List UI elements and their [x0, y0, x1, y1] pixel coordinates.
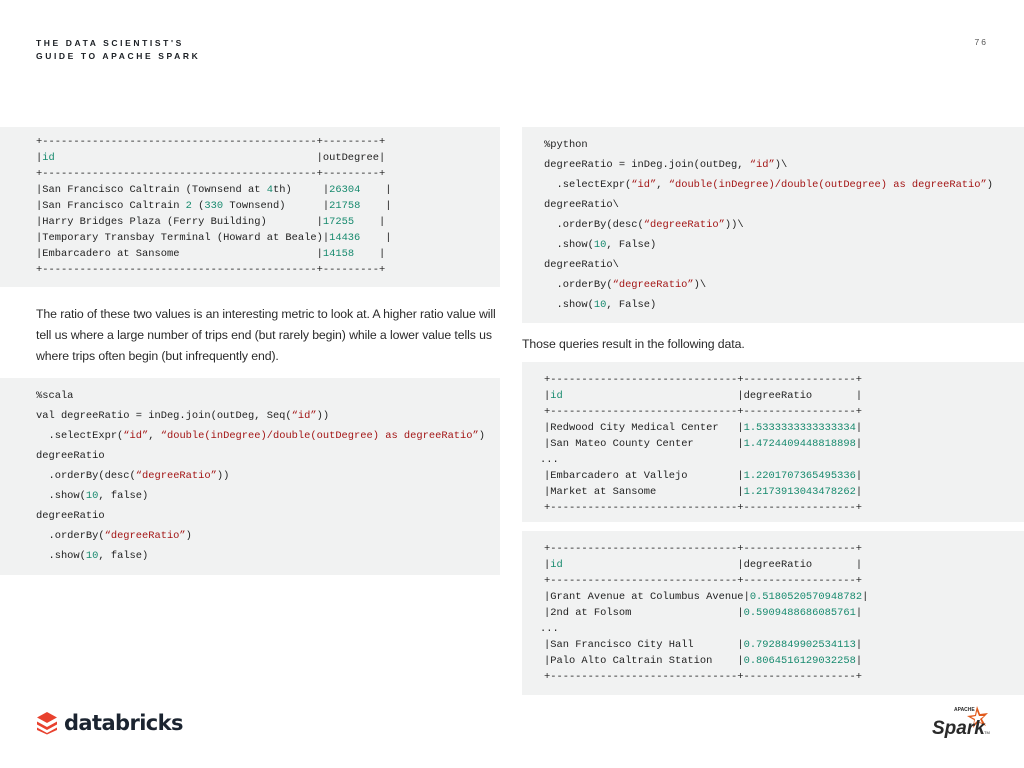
row-id-text: Harry Bridges Plaza (Ferry Building): [42, 216, 267, 228]
code-text: degreeRatio = inDeg.join(outDeg,: [544, 159, 750, 171]
row-id-text: Grant Avenue at Columbus Avenue: [550, 591, 744, 603]
row-pad: [292, 184, 323, 196]
row-pad: [354, 248, 379, 260]
row-id-text: th): [272, 184, 292, 196]
header-id: id: [550, 559, 563, 571]
databricks-logo: [36, 710, 183, 736]
code-line: [544, 238, 656, 252]
table-border: +--------------------------------------------+---------+: [36, 264, 386, 276]
code-string: “id”: [291, 410, 317, 422]
code-line: degreeRatio: [36, 510, 105, 522]
row-id-text: San Francisco Caltrain (Townsend at: [42, 184, 267, 196]
header-title-line2: GUIDE TO APACHE SPARK: [36, 50, 201, 61]
scala-code-block: [0, 378, 500, 575]
row-pad: [285, 200, 322, 212]
code-text: .selectExpr(: [544, 179, 632, 191]
row-id-text: Embarcadero at Vallejo: [550, 470, 688, 482]
code-line: [36, 469, 229, 483]
apache-spark-logo: [928, 704, 992, 743]
code-line: degreeRatio\: [544, 199, 619, 211]
code-line: [36, 529, 192, 543]
row-pad: [712, 655, 737, 667]
code-text: , false): [98, 490, 149, 502]
table-row: |2nd at Folsom |0.5909488686085761|: [544, 607, 863, 619]
spark-apache-text: APACHE: [954, 707, 975, 713]
code-text: .show(: [36, 490, 86, 502]
table-row: |San Francisco Caltrain 2 (330 Townsend) |21758 |: [36, 200, 392, 212]
code-string: “degreeRatio”: [135, 470, 217, 482]
row-id-text: Palo Alto Caltrain Station: [550, 655, 713, 667]
row-pad: [360, 184, 385, 196]
row-id-text: San Francisco City Hall: [550, 639, 694, 651]
table-row: |San Francisco City Hall |0.7928849902534113|: [544, 639, 863, 651]
code-string: “degreeRatio”: [643, 219, 725, 231]
table-border: +------------------------------+------------------+: [544, 374, 863, 386]
code-line: [544, 218, 744, 232]
code-line: [36, 409, 329, 423]
code-text: .orderBy(desc(: [36, 470, 136, 482]
code-text: , false): [98, 550, 149, 562]
header-pad: [812, 559, 856, 571]
code-string: “id”: [749, 159, 775, 171]
row-id-text: Townsend): [223, 200, 286, 212]
code-string: “id”: [123, 430, 149, 442]
code-line: [544, 278, 706, 292]
table-row: |Embarcadero at Sansome |14158 |: [36, 248, 386, 260]
row-pad: [694, 438, 738, 450]
header-pad: [563, 559, 738, 571]
row-value: 0.5909488686085761: [743, 607, 856, 619]
document-header: [36, 37, 200, 62]
code-string: “double(inDegree)/double(outDegree) as degreeRatio”: [160, 430, 479, 442]
databricks-wordmark: databricks: [64, 711, 183, 735]
table-row: |San Francisco Caltrain (Townsend at 4th) |26304 |: [36, 184, 392, 196]
table-header-row: |id |degreeRatio |: [544, 390, 863, 402]
databricks-stack-icon: [36, 711, 58, 735]
header-degreeratio: degreeRatio: [743, 390, 813, 402]
table-border: +------------------------------+------------------+: [544, 543, 863, 555]
code-line: [36, 489, 148, 503]
row-id-text: Redwood City Medical Center: [550, 422, 719, 434]
code-line: [544, 158, 787, 172]
code-text: ,: [656, 179, 669, 191]
code-text: ))\: [724, 219, 744, 231]
row-id-text: San Francisco Caltrain: [42, 200, 186, 212]
code-text: )): [216, 470, 230, 482]
table-row: |Palo Alto Caltrain Station |0.8064516129032258|: [544, 655, 863, 667]
table-ellipsis: ...: [540, 623, 559, 635]
header-outdegree: outDegree: [322, 152, 379, 164]
code-text: ): [185, 530, 192, 542]
code-text: .orderBy(: [544, 279, 613, 291]
python-magic-line: %python: [544, 139, 588, 151]
row-id-text: Embarcadero at Sansome: [42, 248, 180, 260]
row-id-number: 2: [185, 200, 192, 212]
row-pad: [694, 639, 738, 651]
row-pad: [687, 470, 737, 482]
outdegree-table-block: [0, 127, 500, 287]
code-text: .orderBy(desc(: [544, 219, 644, 231]
code-text: ,: [148, 430, 161, 442]
code-number: 10: [593, 239, 607, 251]
code-line: degreeRatio: [36, 450, 105, 462]
table-border: +------------------------------+------------------+: [544, 575, 863, 587]
header-title-line1: THE DATA SCIENTIST'S: [36, 38, 184, 48]
row-value: 21758: [329, 200, 361, 212]
table-border: +------------------------------+------------------+: [544, 671, 863, 683]
row-pad: [267, 216, 317, 228]
code-number: 10: [593, 299, 607, 311]
result-intro-paragraph: Those queries result in the following data.: [522, 337, 745, 351]
code-line: [36, 429, 485, 443]
header-pad: [563, 390, 738, 402]
code-line: [36, 549, 148, 563]
code-line: [544, 298, 656, 312]
row-value: 0.5180520570948782: [749, 591, 863, 603]
header-id: id: [42, 152, 55, 164]
row-value: 0.7928849902534113: [743, 639, 856, 651]
code-number: 10: [85, 550, 99, 562]
code-string: “degreeRatio”: [612, 279, 694, 291]
code-text: .show(: [544, 239, 594, 251]
row-value: 1.2173913043478262: [743, 486, 856, 498]
code-text: .orderBy(: [36, 530, 105, 542]
code-string: “double(inDegree)/double(outDegree) as degreeRatio”: [668, 179, 987, 191]
table-border: +--------------------------------------------+---------+: [36, 136, 386, 148]
table-row: |Harry Bridges Plaza (Ferry Building) |17255 |: [36, 216, 386, 228]
table-row: |Temporary Transbay Terminal (Howard at Beale)|14436 |: [36, 232, 392, 244]
row-pad: [354, 216, 379, 228]
table-row: |San Mateo County Center |1.4724409448818898|: [544, 438, 863, 450]
row-id-text: Temporary Transbay Terminal (Howard at Beale): [42, 232, 323, 244]
row-value: 17255: [322, 216, 355, 228]
row-pad: [719, 422, 738, 434]
code-text: val degreeRatio = inDeg.join(outDeg, Seq(: [36, 410, 292, 422]
row-id-text: 2nd at Folsom: [550, 607, 632, 619]
table-border: +------------------------------+------------------+: [544, 406, 863, 418]
row-value: 0.8064516129032258: [743, 655, 856, 667]
page-number: 76: [974, 37, 988, 47]
scala-magic-line: %scala: [36, 390, 74, 402]
row-id-number: 330: [204, 200, 224, 212]
code-text: )): [316, 410, 330, 422]
code-string: “degreeRatio”: [104, 530, 186, 542]
header-id: id: [550, 390, 563, 402]
header-degreeratio: degreeRatio: [743, 559, 813, 571]
table-row: |Market at Sansome |1.2173913043478262|: [544, 486, 863, 498]
low-ratio-table-block: [522, 531, 1024, 695]
header-pad: [812, 390, 856, 402]
code-string: “id”: [631, 179, 657, 191]
code-text: )\: [693, 279, 707, 291]
table-border: +------------------------------+------------------+: [544, 502, 863, 514]
code-text: .show(: [544, 299, 594, 311]
code-text: ): [478, 430, 485, 442]
code-number: 10: [85, 490, 99, 502]
row-value: 26304: [329, 184, 361, 196]
row-value: 1.5333333333333334: [743, 422, 856, 434]
python-code-block: [522, 127, 1024, 323]
code-text: , False): [606, 239, 657, 251]
code-line: degreeRatio\: [544, 259, 619, 271]
table-ellipsis: ...: [540, 454, 559, 466]
row-value: 14436: [329, 232, 361, 244]
code-text: , False): [606, 299, 657, 311]
table-row: |Embarcadero at Vallejo |1.2201707365495336|: [544, 470, 863, 482]
row-pad: [179, 248, 316, 260]
table-border: +--------------------------------------------+---------+: [36, 168, 386, 180]
row-id-number: 4: [266, 184, 273, 196]
code-text: )\: [774, 159, 788, 171]
row-pad: [631, 607, 737, 619]
spark-logo-icon: [928, 704, 992, 738]
row-pad: [360, 200, 385, 212]
row-value: 1.2201707365495336: [743, 470, 856, 482]
code-text: .show(: [36, 550, 86, 562]
row-value: 14158: [322, 248, 355, 260]
row-pad: [656, 486, 737, 498]
spark-tm: TM: [984, 730, 990, 735]
table-header-row: |id |outDegree|: [36, 152, 386, 164]
row-id-text: Market at Sansome: [550, 486, 657, 498]
row-value: 1.4724409448818898: [743, 438, 856, 450]
row-pad: [360, 232, 385, 244]
row-id-text: (: [191, 200, 205, 212]
table-header-row: |id |degreeRatio |: [544, 559, 863, 571]
high-ratio-table-block: [522, 362, 1024, 522]
spark-wordmark: Spark: [932, 718, 985, 738]
code-text: ): [986, 179, 993, 191]
ratio-explanation-paragraph: The ratio of these two values is an interesting metric to look at. A higher ratio value will tell us where a large number of trips end (but rarely begin) while a lower value tells us where trips often begin (but infrequently end).: [36, 307, 496, 363]
table-row: |Redwood City Medical Center |1.5333333333333334|: [544, 422, 863, 434]
code-text: .selectExpr(: [36, 430, 124, 442]
code-line: [544, 178, 993, 192]
row-id-text: San Mateo County Center: [550, 438, 694, 450]
table-row: |Grant Avenue at Columbus Avenue|0.5180520570948782|: [544, 591, 869, 603]
